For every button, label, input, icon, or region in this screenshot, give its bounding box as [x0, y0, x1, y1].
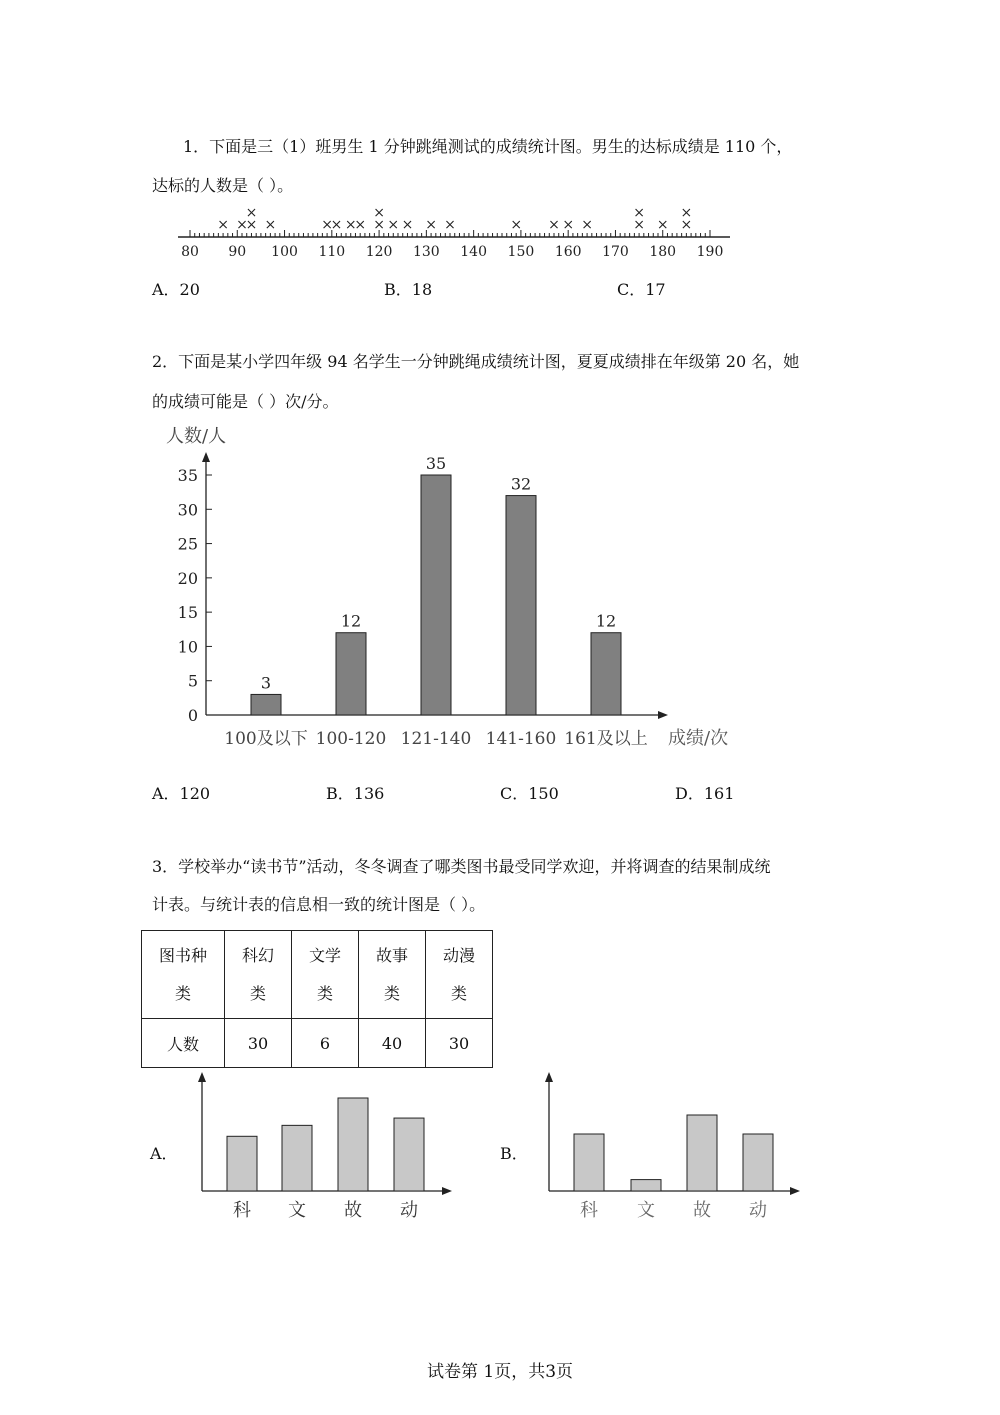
- dot-plot-tick-label: 190: [696, 244, 724, 260]
- bar-chart-y-tick-label: 5: [187, 671, 198, 691]
- bar-chart-y-tick-label: 0: [187, 706, 198, 725]
- bar-chart-bar: [421, 475, 451, 715]
- dot-plot-tick-label: 120: [365, 244, 393, 260]
- bar-chart-category-label: 141-160: [485, 729, 557, 749]
- bar-chart-data-label: 35: [425, 454, 447, 473]
- dot-plot-cross: ×: [401, 217, 414, 233]
- bar-chart-data-label: 32: [510, 474, 532, 494]
- option-a-category-label: 科: [233, 1200, 251, 1221]
- dot-plot-cross: ×: [245, 217, 258, 233]
- q2-option-a[interactable]: A．120: [152, 784, 211, 803]
- bar-chart-bar: [591, 633, 621, 715]
- dot-plot-chart: [0, 0, 1000, 270]
- dot-plot-cross: ×: [387, 217, 400, 233]
- table-row-label: 人数: [142, 1019, 225, 1068]
- q2-option-b[interactable]: B．136: [326, 784, 385, 803]
- dot-plot-tick-label: 160: [554, 244, 582, 260]
- dot-plot-cross: ×: [217, 217, 229, 233]
- option-b-category-label: 故: [693, 1200, 711, 1221]
- option-b-bar: [631, 1180, 661, 1191]
- table-cell: 6: [292, 1019, 359, 1068]
- option-a-category-label: 故: [344, 1200, 362, 1221]
- x-axis-arrow-icon: [442, 1187, 452, 1195]
- bar-chart-x-axis-label: 成绩/次: [668, 728, 729, 749]
- q1-option-c[interactable]: C．17: [617, 280, 666, 299]
- dot-plot-cross: ×: [344, 217, 357, 233]
- bar-chart-y-tick-label: 25: [177, 534, 198, 554]
- q1-option-b[interactable]: B．18: [384, 280, 433, 299]
- q2-option-c[interactable]: C．150: [500, 784, 559, 803]
- jump-rope-bar-chart: [0, 420, 1000, 760]
- table-cell: 30: [225, 1019, 292, 1068]
- x-axis-arrow-icon: [790, 1187, 800, 1195]
- dot-plot-cross: ×: [264, 217, 277, 233]
- table-header-cell: 故事 类: [359, 931, 426, 1019]
- table-header-cell: 文学 类: [292, 931, 359, 1019]
- q3-option-a-label[interactable]: A．: [150, 1144, 178, 1163]
- option-charts: [0, 1060, 1000, 1230]
- table-header-row: [142, 931, 493, 1019]
- bar-chart-category-label: 100-120: [315, 729, 387, 749]
- q3-option-b-label[interactable]: B．: [500, 1144, 528, 1163]
- option-a-bar: [394, 1118, 424, 1191]
- q1-text-line1: 1．下面是三（1）班男生 1 分钟跳绳测试的成绩统计图。男生的达标成绩是 110 个，: [183, 137, 793, 156]
- bar-chart-y-axis-label: 人数/人: [166, 426, 227, 447]
- table-header-cell: 图书种 类: [142, 931, 225, 1019]
- bar-chart-data-label: 12: [595, 611, 617, 631]
- page-footer: 试卷第 1页，共3页: [426, 1362, 574, 1382]
- option-b-bar: [743, 1134, 773, 1191]
- bar-chart-bar: [506, 496, 536, 715]
- option-b-category-label: 文: [637, 1200, 655, 1221]
- dot-plot-tick-label: 80: [181, 244, 199, 260]
- dot-plot-cross: ×: [236, 217, 248, 233]
- dot-plot-cross: ×: [680, 205, 693, 221]
- dot-plot-cross: ×: [330, 217, 343, 233]
- option-b-bar: [687, 1115, 717, 1191]
- q1-option-a[interactable]: A．20: [152, 280, 200, 299]
- dot-plot-cross: ×: [548, 217, 560, 233]
- option-a-bar: [227, 1136, 257, 1191]
- option-b-category-label: 动: [749, 1200, 767, 1221]
- table-header-cell: 动漫 类: [426, 931, 493, 1019]
- y-axis-arrow-icon: [545, 1072, 553, 1082]
- q3-text-line2: 计表。与统计表的信息相一致的统计图是（ ）。: [152, 895, 486, 914]
- bar-chart-bar: [336, 633, 366, 715]
- dot-plot-cross: ×: [581, 217, 593, 233]
- bar-chart-bar: [251, 694, 281, 715]
- dot-plot-tick-label: 90: [228, 244, 247, 260]
- dot-plot-cross: ×: [633, 217, 645, 233]
- q2-option-d[interactable]: D．161: [675, 784, 735, 803]
- table-cell: 40: [359, 1019, 426, 1068]
- bar-chart-data-label: 12: [340, 611, 362, 631]
- dot-plot-cross: ×: [245, 205, 258, 221]
- bar-chart-y-tick-label: 10: [177, 637, 198, 657]
- q2-text-line1: 2．下面是某小学四年级 94 名学生一分钟跳绳成绩统计图，夏夏成绩排在年级第 20 名，她: [152, 352, 800, 371]
- option-a-bar: [282, 1125, 312, 1191]
- table-header-cell: 科幻 类: [225, 931, 292, 1019]
- bar-chart-y-tick-label: 30: [177, 500, 198, 520]
- dot-plot-cross: ×: [656, 217, 669, 233]
- y-axis-arrow-icon: [202, 452, 210, 462]
- dot-plot-tick-label: 180: [649, 244, 677, 260]
- bar-chart-category-label: 121-140: [400, 729, 472, 749]
- dot-plot-tick-label: 110: [318, 244, 346, 260]
- dot-plot-cross: ×: [633, 205, 645, 221]
- option-a-category-label: 动: [400, 1200, 418, 1221]
- statistics-table: [141, 930, 493, 1068]
- q2-text-line2: 的成绩可能是（ ）次/分。: [152, 392, 339, 411]
- dot-plot-tick-label: 130: [412, 244, 440, 260]
- dot-plot-cross: ×: [373, 217, 385, 233]
- bar-chart-y-tick-label: 15: [177, 603, 198, 623]
- option-a-bar: [338, 1098, 368, 1191]
- q3-text-line1: 3．学校举办“读书节”活动，冬冬调查了哪类图书最受同学欢迎，并将调查的结果制成统: [152, 857, 771, 876]
- dot-plot-tick-label: 100: [271, 244, 298, 260]
- bar-chart-category-label: 161及以上: [564, 729, 648, 749]
- y-axis-arrow-icon: [198, 1072, 206, 1082]
- dot-plot-tick-label: 150: [507, 244, 535, 260]
- bar-chart-y-tick-label: 20: [177, 568, 198, 588]
- q1-text-line2: 达标的人数是（ ）。: [152, 176, 294, 195]
- dot-plot-cross: ×: [680, 217, 693, 233]
- dot-plot-cross: ×: [354, 217, 367, 233]
- dot-plot-cross: ×: [444, 217, 456, 233]
- option-b-bar: [574, 1134, 604, 1191]
- dot-plot-cross: ×: [510, 217, 523, 233]
- x-axis-arrow-icon: [658, 711, 668, 719]
- bar-chart-category-label: 100及以下: [224, 729, 308, 749]
- dot-plot-tick-label: 170: [602, 244, 629, 260]
- option-a-category-label: 文: [288, 1200, 306, 1221]
- dot-plot-cross: ×: [562, 217, 575, 233]
- dot-plot-tick-label: 140: [460, 244, 488, 260]
- bar-chart-data-label: 3: [260, 673, 272, 693]
- table-cell: 30: [426, 1019, 493, 1068]
- dot-plot-cross: ×: [373, 205, 385, 221]
- option-b-category-label: 科: [580, 1200, 598, 1221]
- dot-plot-cross: ×: [321, 217, 333, 233]
- dot-plot-cross: ×: [425, 217, 437, 233]
- bar-chart-y-tick-label: 35: [177, 466, 198, 485]
